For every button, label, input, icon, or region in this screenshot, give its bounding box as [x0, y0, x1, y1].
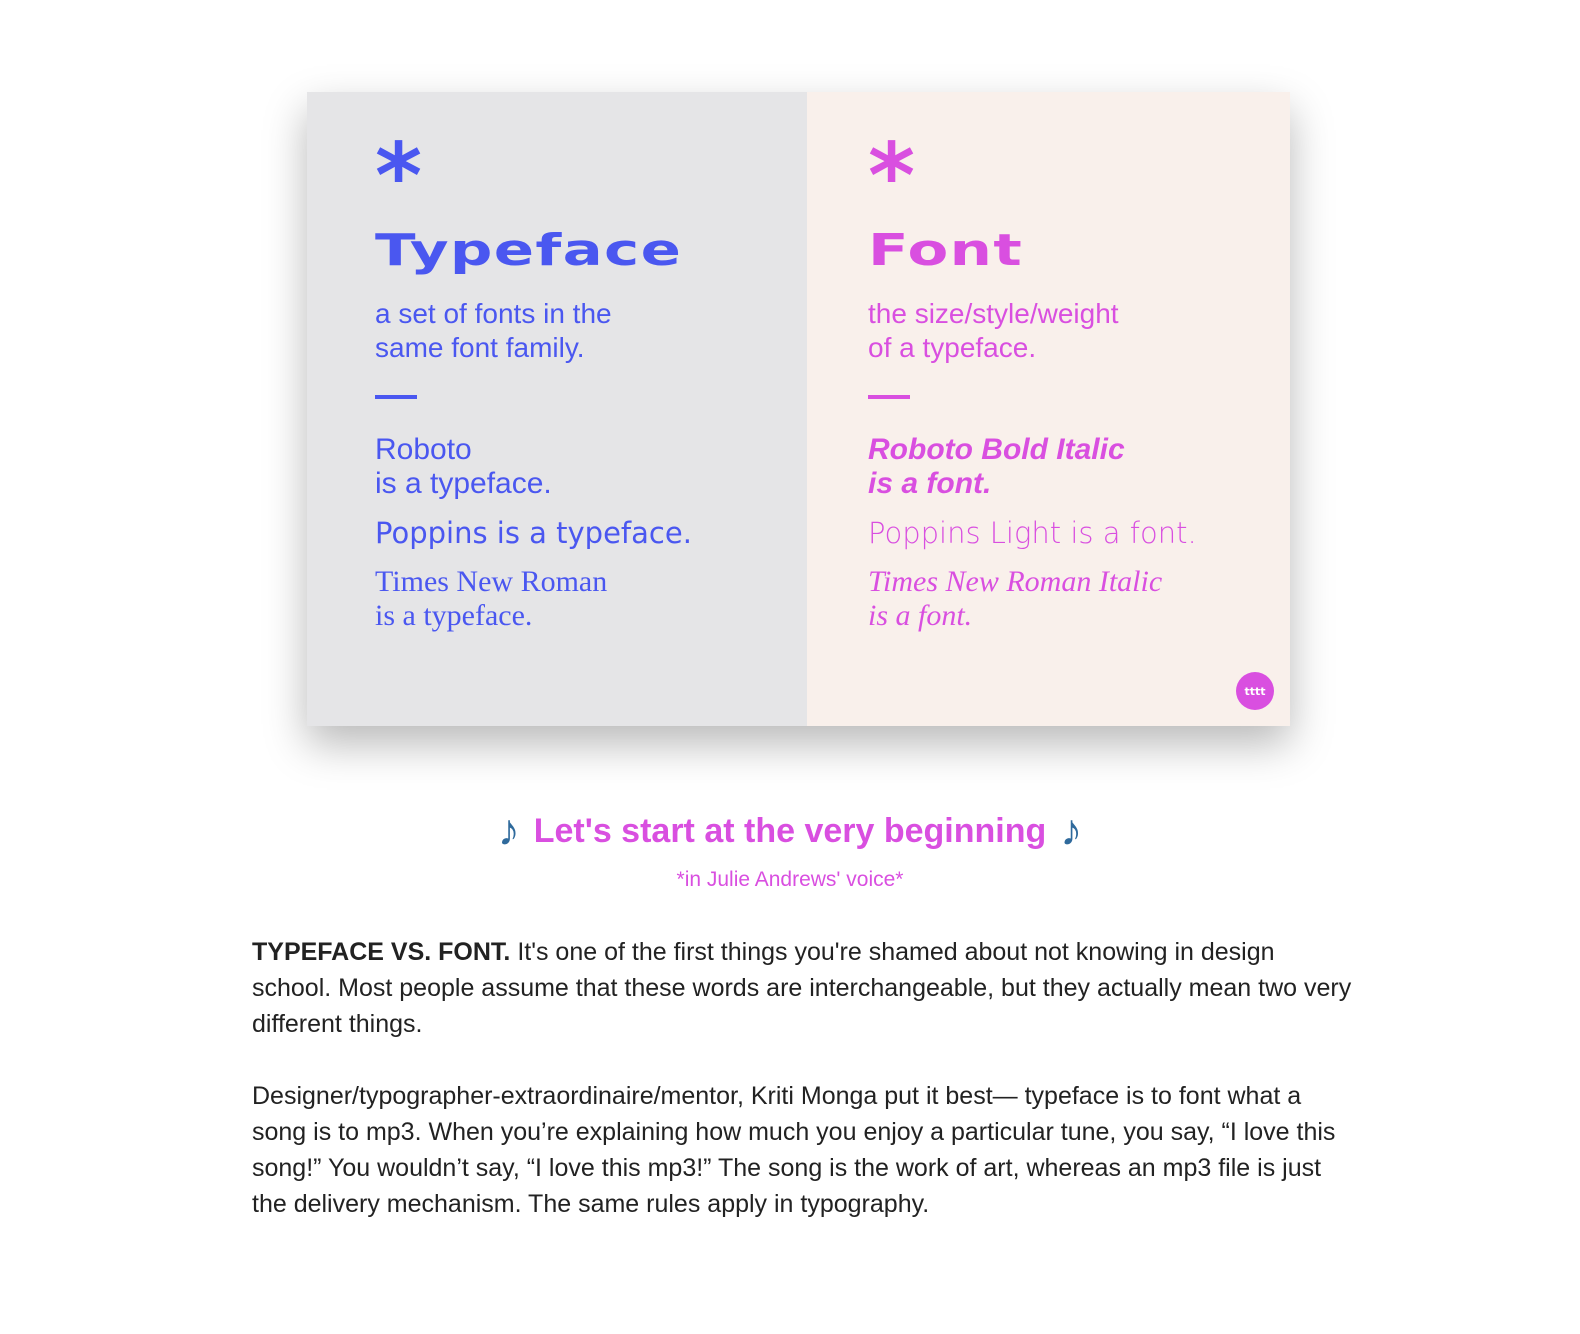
divider [868, 395, 910, 399]
example-roboto-bold-italic: Roboto Bold Italic is a font. [868, 433, 1125, 500]
section-heading [0, 806, 1580, 856]
typeface-vs-font-graphic [307, 92, 1290, 726]
font-title: Font [868, 225, 1024, 276]
example-times: Times New Roman is a typeface. [375, 565, 608, 632]
heading-text: Let's start at the very beginning [533, 811, 1047, 850]
asterisk-icon: * [868, 124, 916, 229]
logo-badge: tttt [1236, 672, 1274, 710]
divider [375, 395, 417, 399]
music-note-icon: ♪ [497, 806, 520, 855]
article-body [252, 934, 1352, 1258]
typeface-panel [307, 92, 807, 726]
paragraph-lead: TYPEFACE VS. FONT. [252, 938, 511, 966]
font-description: the size/style/weight of a typeface. [868, 298, 1119, 363]
example-poppins-light: Poppins Light is a font. [868, 516, 1197, 550]
heading-subtitle: *in Julie Andrews' voice* [676, 868, 904, 891]
paragraph-text: It's one of the first things you're shamed about not knowing in design school. Most people assume that these words are interchangeable, but they actually mean two very different things. [252, 938, 1352, 1038]
example-times-italic: Times New Roman Italic is a font. [868, 565, 1163, 632]
paragraph: Designer/typographer-extraordinaire/mentor, Kriti Monga put it best— typeface is to font what a song is to mp3. When you’re explaining how much you enjoy a particular tune, you say, “I love this song!” You wouldn’t say, “I love this mp3!” The song is the work of art, whereas an mp3 file is just the delivery mechanism. The same rules apply in typography. [252, 1082, 1336, 1218]
typeface-title: Typeface [375, 225, 683, 276]
paragraph [252, 934, 1352, 1042]
music-note-icon: ♪ [1060, 806, 1083, 855]
example-roboto: Roboto is a typeface. [375, 433, 552, 500]
asterisk-icon: * [375, 124, 423, 229]
typeface-description: a set of fonts in the same font family. [375, 298, 612, 363]
font-panel [807, 92, 1290, 726]
example-poppins: Poppins is a typeface. [375, 516, 692, 550]
